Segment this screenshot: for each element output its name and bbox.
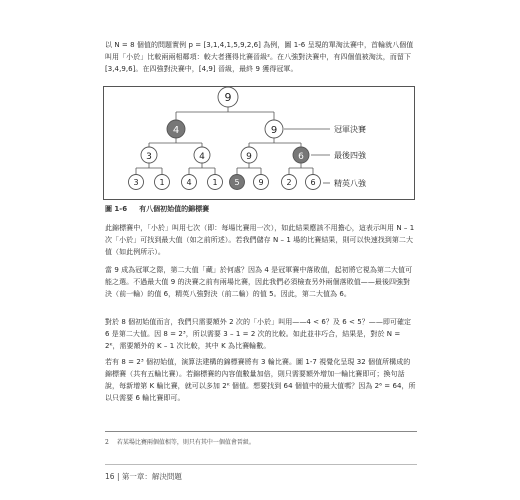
tournament-diagram [104, 87, 414, 199]
quarter-value: 4 [199, 152, 205, 162]
leaf-value: 3 [133, 178, 139, 187]
leaf-value: 4 [186, 178, 192, 187]
quarter-value: 9 [246, 152, 252, 162]
leaf-value: 9 [258, 178, 264, 187]
figure-caption-label: 圖 1-6 [105, 205, 128, 213]
footnote-text: 若某場比賽兩個值相等，則只有其中一個值會晉級。 [116, 439, 255, 446]
semi-value: 9 [270, 125, 278, 136]
body-paragraph: 若有 8 = 2³ 個初始值，演算法建構的錦標賽將有 3 輪比賽。圖 1-7 視覺化呈現 32 個值所構成的錦標賽（共有五輪比賽）。若錦標賽的內容值數量加倍，則只需要額外增加一輪比賽即可；換句話說，每新增第 K 輪比賽，就可以多加 2ᴷ 個值。想要找到 64 個值中的最大值嗎？因為 2⁶ = 64，所以只需要 6 輪比賽即可。 [105, 358, 416, 402]
round-label-final: 冠軍決賽 [334, 125, 366, 134]
quarter-value: 3 [146, 152, 152, 162]
footnote-number: 2 [105, 439, 109, 446]
body-paragraph: 此錦標賽中，「小於」叫用七次（即：每場比賽用一次），如此結果應該不用擔心，這表示叫用 N – 1 次「小於」可找到最大值（如之前所述）。若我們儲存 N – 1 場的比賽結果，則可以快速找到第二大值（如此例所示）。 [105, 224, 415, 256]
body-paragraph: 對於 8 個初始值而言，我們只需要額外 2 次的「小於」叫用——4 < 6？及 6 < 5？——即可確定 6 是第二大值。因 8 = 2³，所以需要 3 – 1 = 2 次的比較。如此並非巧合，結果是，對於 N = 2ᴷ，需要額外的 K – 1 次比較，其中 K 為比賽輪數。 [105, 318, 412, 350]
leaf-value: 6 [310, 178, 316, 187]
leaf-value: 2 [286, 178, 292, 187]
chapter-title: 第一章：解決問題 [121, 472, 182, 481]
round-label-quarterfinal: 精英八強 [334, 179, 366, 188]
figure-caption [105, 204, 209, 214]
footnote-divider [105, 431, 417, 432]
figure-caption-text: 有八個初始值的錦標賽 [139, 205, 210, 213]
intro-paragraph: 以 N = 8 個值的問題實例 p = [3,1,4,1,5,9,2,6] 為例，圖 1-6 呈現的單淘汰賽中，首輪就八個值叫用「小於」比較兩兩相鄰項：較大者獲得比賽晉級²。在八強對決賽中，有四個值被淘汰，而留下 [3,4,9,6]。在四強對決賽中，[4,9] 晉級，最終 9 獲得冠軍。 [105, 41, 414, 73]
round-label-semifinal: 最後四強 [334, 151, 366, 160]
tournament-figure [103, 86, 415, 200]
semi-value: 4 [172, 125, 180, 136]
page-footer [105, 471, 182, 482]
body-paragraph: 當 9 成為冠軍之際，第二大值「藏」於何處？因為 4 是冠軍賽中落敗值，起初將它視為第二大值可能之選。不過最大值 9 的決賽之前有兩場比賽，因此我們必須檢查另外兩個落敗值——最後四強對決（前一輪）的值 6，精英八強對決（前二輪）的值 5。因此，第二大值為 6。 [105, 266, 413, 298]
footer-divider [105, 464, 417, 465]
page-number: 16 [105, 472, 115, 481]
footer-separator: | [116, 472, 120, 481]
quarter-value: 6 [298, 152, 304, 162]
footnote [105, 437, 255, 446]
leaf-value: 5 [234, 178, 240, 187]
bracket-lines [136, 107, 330, 183]
leaf-value: 1 [212, 178, 218, 187]
leaf-value: 1 [159, 178, 165, 187]
champion-value: 9 [224, 91, 232, 104]
